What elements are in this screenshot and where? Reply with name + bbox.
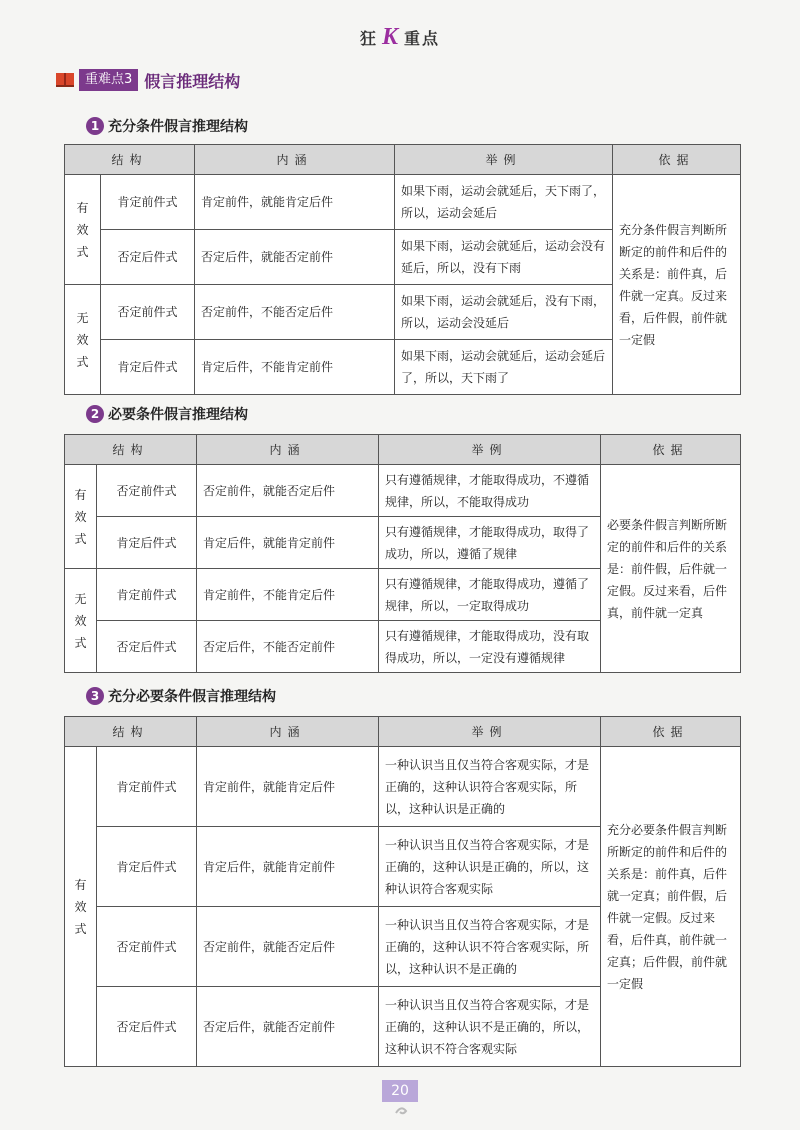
meaning-cell: 否定后件，不能否定前件 bbox=[197, 621, 379, 673]
structure-cell: 肯定后件式 bbox=[97, 827, 197, 907]
meaning-cell: 否定前件，就能否定后件 bbox=[197, 465, 379, 517]
swirl-ornament-icon bbox=[394, 1105, 408, 1117]
header-meaning: 内涵 bbox=[197, 717, 379, 747]
structure-cell: 肯定前件式 bbox=[101, 175, 195, 230]
example-cell: 一种认识当且仅当符合客观实际，才是正确的，这种认识不符合客观实际，所以，这种认识不是正确的 bbox=[379, 907, 601, 987]
group-label: 有效式 bbox=[65, 465, 97, 569]
header-meaning: 内涵 bbox=[197, 435, 379, 465]
meaning-cell: 否定后件，就能否定前件 bbox=[195, 230, 395, 285]
header-basis: 依据 bbox=[601, 717, 741, 747]
meaning-cell: 否定前件，就能否定后件 bbox=[197, 907, 379, 987]
page-header bbox=[0, 24, 800, 51]
table-3-title: 充分必要条件假言推理结构 bbox=[108, 689, 276, 705]
structure-cell: 肯定后件式 bbox=[101, 340, 195, 395]
table-2-number: 2 bbox=[86, 405, 104, 423]
group-label: 有效式 bbox=[65, 175, 101, 285]
structure-cell: 肯定前件式 bbox=[97, 569, 197, 621]
table-3-number: 3 bbox=[86, 687, 104, 705]
example-cell: 如果下雨，运动会就延后，没有下雨，所以，运动会没延后 bbox=[395, 285, 613, 340]
example-cell: 一种认识当且仅当符合客观实际，才是正确的，这种认识是正确的，所以，这种认识符合客观实际 bbox=[379, 827, 601, 907]
book-icon bbox=[55, 70, 75, 90]
table-header-row bbox=[65, 717, 741, 747]
meaning-cell: 否定后件，就能否定前件 bbox=[197, 987, 379, 1067]
table-3-heading bbox=[86, 686, 276, 706]
sufficient-necessary-condition-table bbox=[64, 716, 741, 1067]
header-structure: 结构 bbox=[65, 717, 197, 747]
group-label: 有效式 bbox=[65, 747, 97, 1067]
meaning-cell: 肯定后件，不能肯定前件 bbox=[195, 340, 395, 395]
table-header-row bbox=[65, 435, 741, 465]
header-basis: 依据 bbox=[601, 435, 741, 465]
structure-cell: 否定前件式 bbox=[97, 465, 197, 517]
sufficient-condition-table bbox=[64, 144, 741, 395]
header-post: 重点 bbox=[404, 29, 441, 48]
header-structure: 结构 bbox=[65, 145, 195, 175]
example-cell: 只有遵循规律，才能取得成功，没有取得成功，所以，一定没有遵循规律 bbox=[379, 621, 601, 673]
table-row bbox=[65, 465, 741, 517]
header-meaning: 内涵 bbox=[195, 145, 395, 175]
meaning-cell: 肯定后件，就能肯定前件 bbox=[197, 827, 379, 907]
example-cell: 如果下雨，运动会就延后，天下雨了，所以，运动会延后 bbox=[395, 175, 613, 230]
table-row bbox=[65, 175, 741, 230]
header-structure: 结构 bbox=[65, 435, 197, 465]
meaning-cell: 肯定前件，就能肯定后件 bbox=[195, 175, 395, 230]
header-example: 举例 bbox=[395, 145, 613, 175]
section-title: 假言推理结构 bbox=[144, 71, 241, 91]
basis-cell: 必要条件假言判断所断定的前件和后件的关系是：前件假，后件就一定假。反过来看，后件真，前件就一定真 bbox=[601, 465, 741, 673]
example-cell: 一种认识当且仅当符合客观实际，才是正确的，这种认识不是正确的，所以，这种认识不符合客观实际 bbox=[379, 987, 601, 1067]
header-k-logo: K bbox=[381, 24, 400, 50]
table-row bbox=[65, 747, 741, 827]
structure-cell: 肯定后件式 bbox=[97, 517, 197, 569]
group-label: 无效式 bbox=[65, 569, 97, 673]
basis-cell: 充分条件假言判断所断定的前件和后件的关系是：前件真，后件就一定真。反过来看，后件假，前件就一定假 bbox=[613, 175, 741, 395]
header-example: 举例 bbox=[379, 435, 601, 465]
structure-cell: 否定后件式 bbox=[97, 987, 197, 1067]
structure-cell: 否定前件式 bbox=[97, 907, 197, 987]
table-1-heading bbox=[86, 116, 248, 136]
example-cell: 只有遵循规律，才能取得成功，取得了成功，所以，遵循了规律 bbox=[379, 517, 601, 569]
header-pre: 狂 bbox=[359, 29, 378, 48]
section-heading bbox=[55, 68, 240, 92]
table-2-title: 必要条件假言推理结构 bbox=[108, 407, 248, 423]
structure-cell: 否定后件式 bbox=[97, 621, 197, 673]
structure-cell: 肯定前件式 bbox=[97, 747, 197, 827]
group-label: 无效式 bbox=[65, 285, 101, 395]
header-basis: 依据 bbox=[613, 145, 741, 175]
example-cell: 如果下雨，运动会就延后，运动会没有延后，所以，没有下雨 bbox=[395, 230, 613, 285]
meaning-cell: 肯定后件，就能肯定前件 bbox=[197, 517, 379, 569]
example-cell: 只有遵循规律，才能取得成功，遵循了规律，所以，一定取得成功 bbox=[379, 569, 601, 621]
example-cell: 只有遵循规律，才能取得成功，不遵循规律，所以，不能取得成功 bbox=[379, 465, 601, 517]
basis-cell: 充分必要条件假言判断所断定的前件和后件的关系是：前件真，后件就一定真；前件假，后件就一定假。反过来看，后件真，前件就一定真；后件假，前件就一定假 bbox=[601, 747, 741, 1067]
necessary-condition-table bbox=[64, 434, 741, 673]
section-tag: 重难点3 bbox=[79, 69, 138, 91]
table-2-heading bbox=[86, 404, 248, 424]
table-header-row bbox=[65, 145, 741, 175]
header-example: 举例 bbox=[379, 717, 601, 747]
example-cell: 如果下雨，运动会就延后，运动会延后了，所以，天下雨了 bbox=[395, 340, 613, 395]
meaning-cell: 否定前件，不能否定后件 bbox=[195, 285, 395, 340]
page-number: 20 bbox=[382, 1080, 418, 1102]
structure-cell: 否定前件式 bbox=[101, 285, 195, 340]
example-cell: 一种认识当且仅当符合客观实际，才是正确的，这种认识符合客观实际，所以，这种认识是正确的 bbox=[379, 747, 601, 827]
meaning-cell: 肯定前件，不能肯定后件 bbox=[197, 569, 379, 621]
table-1-title: 充分条件假言推理结构 bbox=[108, 119, 248, 135]
structure-cell: 否定后件式 bbox=[101, 230, 195, 285]
meaning-cell: 肯定前件，就能肯定后件 bbox=[197, 747, 379, 827]
table-1-number: 1 bbox=[86, 117, 104, 135]
